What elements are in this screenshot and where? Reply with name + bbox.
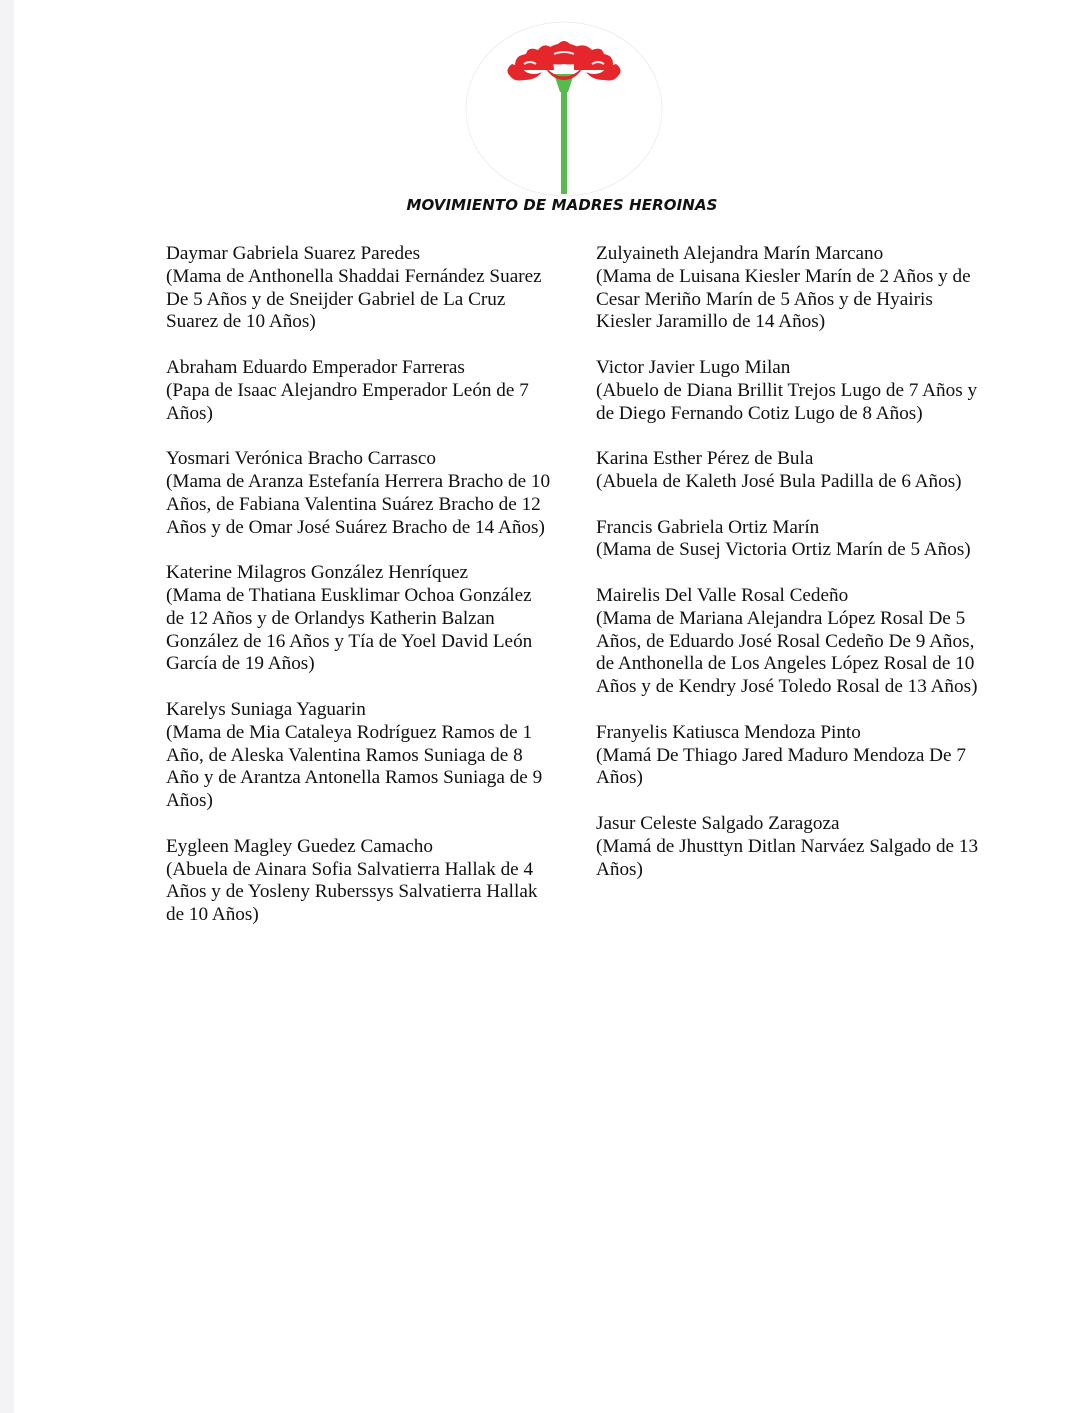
- relation-text: (Mama de Aranza Estefanía Herrera Bracho de 10 Años, de Fabiana Valentina Suárez Bracho de 12 Años y de Omar José Suárez Bracho de 14 Años): [166, 470, 551, 538]
- list-item: [166, 562, 551, 676]
- list-item: [596, 243, 981, 334]
- person-name: Jasur Celeste Salgado Zaragoza: [596, 812, 840, 834]
- carnation-logo-icon: [464, 20, 664, 198]
- person-name: Karelys Suniaga Yaguarin: [166, 698, 366, 720]
- list-item: [596, 722, 981, 790]
- relation-text: (Mamá De Thiago Jared Maduro Mendoza De 7 Años): [596, 744, 966, 789]
- list-item: [166, 357, 551, 425]
- person-name: Franyelis Katiusca Mendoza Pinto: [596, 721, 861, 743]
- list-item: [596, 448, 981, 494]
- person-name: Mairelis Del Valle Rosal Cedeño: [596, 584, 849, 606]
- list-item: [166, 243, 551, 334]
- list-item: [596, 813, 981, 881]
- person-name: Francis Gabriela Ortiz Marín: [596, 516, 820, 538]
- list-item: [596, 517, 981, 563]
- relation-text: (Mama de Anthonella Shaddai Fernández Suarez De 5 Años y de Sneijder Gabriel de La Cruz Suarez de 10 Años): [166, 265, 542, 333]
- list-item: [596, 585, 981, 699]
- relation-text: (Abuela de Kaleth José Bula Padilla de 6 Años): [596, 470, 962, 492]
- person-name: Yosmari Verónica Bracho Carrasco: [166, 448, 436, 470]
- relation-text: (Papa de Isaac Alejandro Emperador León de 7 Años): [166, 379, 529, 424]
- document-page: [14, 0, 1080, 1413]
- relation-text: (Abuelo de Diana Brillit Trejos Lugo de 7 Años y de Diego Fernando Cotiz Lugo de 8 Años): [596, 379, 978, 424]
- list-item: [166, 836, 551, 927]
- person-name: Victor Javier Lugo Milan: [596, 356, 791, 378]
- relation-text: (Mama de Thatiana Eusklimar Ochoa González de 12 Años y de Orlandys Katherin Balzan González de 16 Años y Tía de Yoel David León García de 19 Años): [166, 584, 533, 675]
- person-name: Eygleen Magley Guedez Camacho: [166, 835, 433, 857]
- relation-text: (Mamá de Jhusttyn Ditlan Narváez Salgado de 13 Años): [596, 835, 979, 880]
- list-item: [596, 357, 981, 425]
- organization-title: MOVIMIENTO DE MADRES HEROINAS: [406, 196, 718, 214]
- relation-text: (Abuela de Ainara Sofia Salvatierra Hallak de 4 Años y de Yosleny Ruberssys Salvatierra Hallak de 10 Años): [166, 858, 538, 926]
- relation-text: (Mama de Susej Victoria Ortiz Marín de 5 Años): [596, 539, 971, 561]
- list-item: [166, 448, 551, 539]
- list-item: [166, 699, 551, 813]
- person-name: Zulyaineth Alejandra Marín Marcano: [596, 243, 884, 264]
- person-name: Daymar Gabriela Suarez Paredes: [166, 243, 421, 264]
- person-name: Katerine Milagros González Henríquez: [166, 562, 469, 584]
- right-column: [596, 243, 981, 904]
- left-column: [166, 243, 551, 950]
- person-name: Karina Esther Pérez de Bula: [596, 448, 814, 470]
- relation-text: (Mama de Luisana Kiesler Marín de 2 Años y de Cesar Meriño Marín de 5 Años y de Hyairis Kiesler Jaramillo de 14 Años): [596, 265, 971, 333]
- relation-text: (Mama de Mariana Alejandra López Rosal De 5 Años, de Eduardo José Rosal Cedeño De 9 Años, de Anthonella de Los Angeles López Rosal de 10 Años y de Kendry José Toledo Rosal de 13 Años): [596, 607, 978, 698]
- person-name: Abraham Eduardo Emperador Farreras: [166, 356, 465, 378]
- relation-text: (Mama de Mia Cataleya Rodríguez Ramos de 1 Año, de Aleska Valentina Ramos Suniaga de 8 Año y de Arantza Antonella Ramos Suniaga de 9 Años): [166, 721, 543, 812]
